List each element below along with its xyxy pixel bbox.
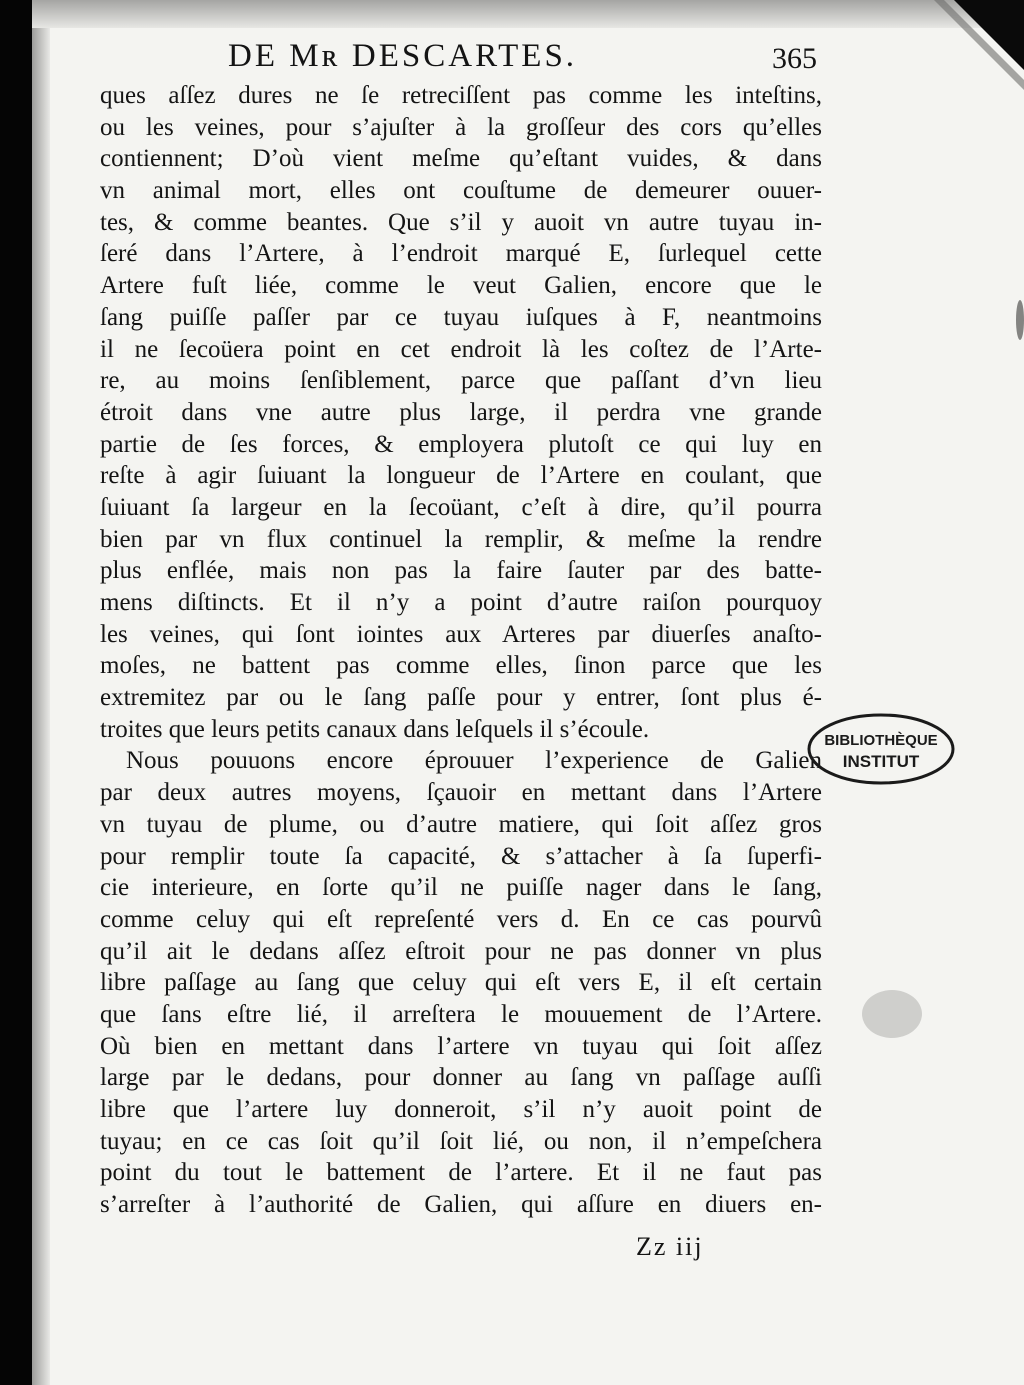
text-line: troites que leurs petits canaux dans leſquels il s’écoule. <box>100 715 650 743</box>
text-line: qu’il ait le dedans aſſez eſtroit pour ne pas donner vn plus <box>100 937 822 965</box>
text-line: moſes, ne battent pas comme elles, ſinon parce que les <box>100 652 822 680</box>
text-line: il ne ſecoüera point en cet endroit là les coſtez de l’Arte- <box>100 335 822 363</box>
body-text <box>100 80 822 1221</box>
text-line: contiennent; D’où vient meſme qu’eſtant vuides, & dans <box>100 145 822 173</box>
text-line: cie interieure, en ſorte qu’il ne puiſſe nager dans le ſang, <box>100 874 822 902</box>
text-line: ou les veines, pour s’ajuſter à la groſſeur des cors qu’elles <box>100 113 822 141</box>
text-line: les veines, qui ſont iointes aux Arteres par diuerſes anaſto- <box>100 620 822 648</box>
text-line: par deux autres moyens, ſçauoir en mettant dans l’Artere <box>100 779 822 807</box>
text-line: vn animal mort, elles ont couſtume de demeurer ouuer- <box>100 177 822 205</box>
gutter-shadow <box>32 0 50 1385</box>
text-line: comme celuy qui eſt repreſenté vers d. En ce cas pourvû <box>100 905 822 933</box>
text-line: point du tout le battement de l’artere. Et il ne faut pas <box>100 1159 822 1187</box>
signature-mark: Zz iij <box>636 1232 704 1261</box>
text-line: libre paſſage au ſang que celuy qui eſt vers E, il eſt certain <box>100 969 822 997</box>
text-line: partie de ſes forces, & employera plutoſt ce qui luy en <box>100 430 822 458</box>
text-line: ſuiuant ſa largeur en la ſecoüant, c’eſt à dire, qu’il pourra <box>100 493 822 521</box>
stamp-line-1: BIBLIOTHÈQUE <box>824 732 938 749</box>
ink-smudge <box>1016 300 1024 340</box>
binding-edge <box>0 0 32 1385</box>
text-line: pour remplir toute ſa capacité, & s’attacher à ſa ſuperfi- <box>100 842 822 870</box>
running-head: DE Mʀ DESCARTES. <box>228 38 578 74</box>
text-line: que ſans eſtre lié, il arreſtera le mouuement de l’Artere. <box>100 1000 822 1028</box>
text-line: étroit dans vne autre plus large, il perdra vne grande <box>100 398 822 426</box>
text-line: Nous pouuons encore éprouuer l’experience de Galien <box>126 747 822 775</box>
text-line: large par le dedans, pour donner au ſang vn paſſage auſſi <box>100 1064 822 1092</box>
text-line: plus enflée, mais non pas la faire ſauter par des batte- <box>100 557 822 585</box>
text-line: mens diſtincts. Et il n’y a point d’autre raiſon pourquoy <box>100 589 822 616</box>
text-line: s’arreſter à l’authorité de Galien, qui aſſure en diuers en- <box>100 1191 822 1219</box>
text-line: tuyau; en ce cas ſoit qu’il ſoit lié, ou non, il n’empeſchera <box>100 1127 822 1155</box>
library-stamp <box>806 712 956 786</box>
text-line: libre que l’artere luy donneroit, s’il n’y auoit point de <box>100 1096 822 1123</box>
text-line: Où bien en mettant dans l’artere vn tuyau qui ſoit aſſez <box>100 1032 822 1060</box>
stamp-line-2: INSTITUT <box>842 752 920 771</box>
text-line: Artere fuſt liée, comme le veut Galien, encore que le <box>100 272 822 300</box>
page-header <box>0 38 1024 86</box>
text-line: vn tuyau de plume, ou d’autre matiere, qui ſoit aſſez gros <box>100 810 822 838</box>
text-line: ques aſſez dures ne ſe retreciſſent pas comme les inteſtins, <box>100 82 822 109</box>
page-number: 365 <box>772 42 817 75</box>
text-line: bien par vn flux continuel la remplir, & meſme la rendre <box>100 525 822 553</box>
text-line: ſeré dans l’Artere, à l’endroit marqué E, ſurlequel cette <box>100 240 822 268</box>
text-line: re, au moins ſenſiblement, parce que paſſant d’vn lieu <box>100 367 822 395</box>
text-line: reſte à agir ſuiuant la longueur de l’Artere en coulant, que <box>100 462 822 490</box>
top-margin-shadow <box>32 0 1024 28</box>
stamp-oval <box>809 715 953 783</box>
text-line: extremitez par ou le ſang paſſe pour y entrer, ſont plus é- <box>100 684 822 712</box>
text-line: ſang puiſſe paſſer par ce tuyau iuſques à F, neantmoins <box>100 303 822 331</box>
text-line: tes, & comme beantes. Que s’il y auoit vn autre tuyau in- <box>100 208 822 236</box>
ink-smudge <box>862 990 922 1038</box>
